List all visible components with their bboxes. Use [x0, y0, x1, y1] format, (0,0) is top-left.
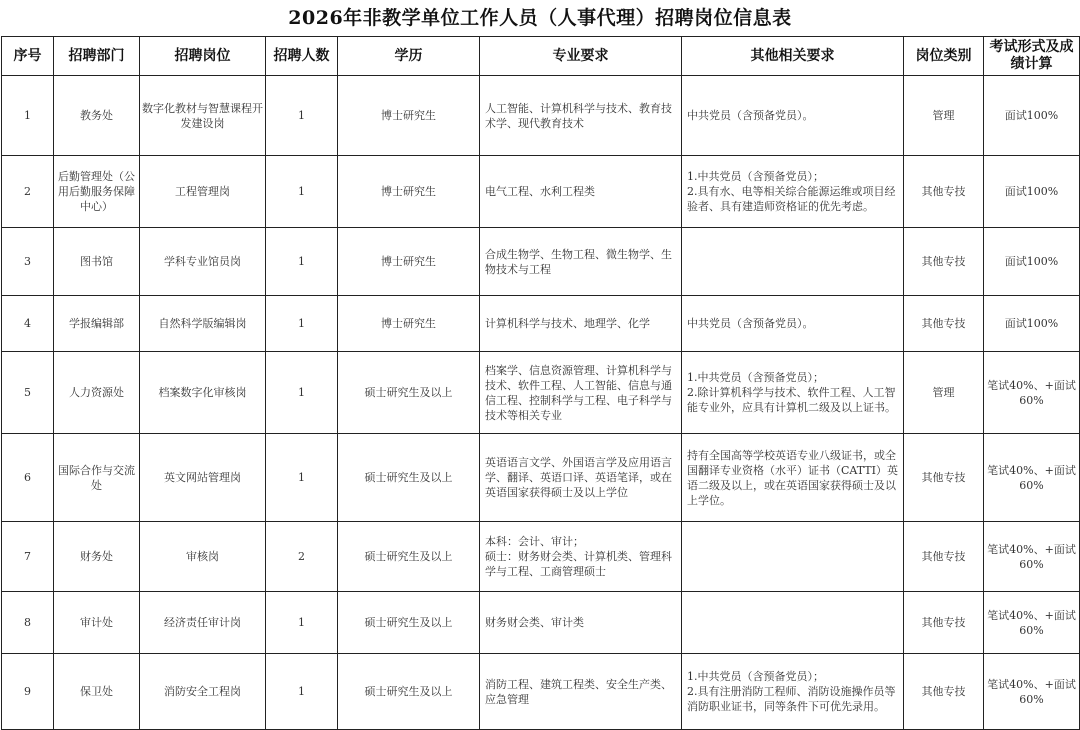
cell-dept	[54, 156, 140, 228]
cell-exam	[984, 654, 1080, 730]
cell-count-text: 1	[298, 255, 305, 268]
cell-education-text: 博士研究生	[381, 255, 436, 268]
cell-exam-text: 笔试40%、+面试60%	[987, 542, 1076, 571]
cell-count	[266, 522, 338, 592]
cell-education	[338, 296, 480, 352]
cell-education-text: 博士研究生	[381, 109, 436, 122]
cell-other	[682, 522, 904, 592]
cell-exam	[984, 434, 1080, 522]
cell-no-text: 1	[24, 109, 31, 122]
table-row	[2, 434, 1080, 522]
header-major: 专业要求	[480, 37, 682, 76]
table-row	[2, 228, 1080, 296]
cell-major	[480, 434, 682, 522]
cell-education	[338, 156, 480, 228]
recruitment-table	[1, 36, 1080, 730]
cell-education	[338, 522, 480, 592]
cell-other	[682, 296, 904, 352]
table-row	[2, 654, 1080, 730]
cell-post-text: 经济责任审计岗	[164, 616, 241, 629]
cell-type-text: 管理	[932, 386, 955, 399]
cell-dept-text: 财务处	[80, 550, 113, 563]
cell-count-text: 1	[298, 185, 305, 198]
cell-type	[904, 592, 984, 654]
cell-other	[682, 76, 904, 156]
cell-other-text: 中共党员（含预备党员）。	[687, 109, 814, 122]
cell-major	[480, 654, 682, 730]
cell-exam	[984, 296, 1080, 352]
cell-post-text: 工程管理岗	[175, 185, 230, 198]
cell-major	[480, 352, 682, 434]
header-exam: 考试形式及成绩计算	[984, 37, 1080, 76]
cell-dept-text: 审计处	[80, 616, 113, 629]
cell-major-text: 人工智能、计算机科学与技术、教育技术学、现代教育技术	[485, 101, 672, 130]
cell-dept	[54, 296, 140, 352]
cell-post	[140, 522, 266, 592]
cell-dept	[54, 592, 140, 654]
cell-no	[2, 654, 54, 730]
cell-exam-text: 笔试40%、+面试60%	[987, 608, 1076, 637]
cell-exam	[984, 228, 1080, 296]
cell-dept	[54, 522, 140, 592]
cell-exam	[984, 522, 1080, 592]
cell-dept-text: 人力资源处	[69, 386, 124, 399]
cell-education-text: 硕士研究生及以上	[364, 685, 453, 698]
cell-post	[140, 156, 266, 228]
header-no: 序号	[2, 37, 54, 76]
cell-no-text: 9	[24, 685, 31, 698]
cell-type	[904, 228, 984, 296]
cell-education	[338, 228, 480, 296]
cell-type-text: 其他专技	[921, 685, 966, 698]
cell-exam	[984, 592, 1080, 654]
cell-exam-text: 笔试40%、+面试60%	[987, 378, 1076, 407]
cell-type-text: 管理	[932, 109, 955, 122]
cell-post	[140, 228, 266, 296]
cell-major-text: 电气工程、水利工程类	[485, 185, 595, 198]
cell-education-text: 硕士研究生及以上	[364, 616, 453, 629]
cell-other-text: 1.中共党员（含预备党员）； 2.除计算机科学与技术、软件工程、人工智能专业外，应具有计算机二级及以上证书。	[687, 371, 896, 414]
cell-count	[266, 434, 338, 522]
cell-major-text: 档案学、信息资源管理、计算机科学与技术、软件工程、人工智能、信息与通信工程、控制科学与工程、电子科学与技术等相关专业	[485, 363, 672, 422]
cell-no-text: 5	[24, 386, 31, 399]
cell-other	[682, 654, 904, 730]
cell-major	[480, 76, 682, 156]
cell-type	[904, 654, 984, 730]
cell-exam-text: 面试100%	[1004, 255, 1059, 268]
cell-type-text: 其他专技	[921, 550, 966, 563]
cell-type	[904, 352, 984, 434]
cell-no	[2, 156, 54, 228]
cell-major	[480, 228, 682, 296]
cell-education	[338, 434, 480, 522]
cell-exam-text: 笔试40%、+面试60%	[987, 463, 1076, 492]
cell-other-text: 中共党员（含预备党员）。	[687, 317, 814, 330]
header-other: 其他相关要求	[682, 37, 904, 76]
cell-other-text: 1.中共党员（含预备党员）； 2.具有注册消防工程师、消防设施操作员等消防职业证书，同等条件下可优先录用。	[687, 670, 896, 713]
cell-major-text: 消防工程、建筑工程类、安全生产类、应急管理	[485, 677, 672, 706]
cell-other	[682, 228, 904, 296]
cell-exam-text: 面试100%	[1004, 317, 1059, 330]
cell-post-text: 自然科学版编辑岗	[158, 317, 247, 330]
cell-count	[266, 296, 338, 352]
cell-other	[682, 592, 904, 654]
cell-count	[266, 228, 338, 296]
cell-major-text: 计算机科学与技术、地理学、化学	[485, 317, 650, 330]
cell-count-text: 2	[298, 550, 305, 563]
cell-post-text: 英文网站管理岗	[164, 471, 241, 484]
cell-dept-text: 国际合作与交流处	[58, 463, 135, 492]
cell-type	[904, 156, 984, 228]
cell-no	[2, 228, 54, 296]
cell-post-text: 档案数字化审核岗	[158, 386, 247, 399]
cell-other	[682, 434, 904, 522]
table-row	[2, 522, 1080, 592]
cell-count-text: 1	[298, 317, 305, 330]
cell-dept-text: 保卫处	[80, 685, 113, 698]
table-row	[2, 76, 1080, 156]
cell-education	[338, 76, 480, 156]
cell-exam	[984, 76, 1080, 156]
cell-education-text: 硕士研究生及以上	[364, 550, 453, 563]
cell-count	[266, 592, 338, 654]
cell-type	[904, 434, 984, 522]
cell-education-text: 硕士研究生及以上	[364, 471, 453, 484]
cell-major	[480, 592, 682, 654]
cell-post-text: 学科专业馆员岗	[164, 255, 241, 268]
cell-dept	[54, 228, 140, 296]
cell-post-text: 审核岗	[186, 550, 219, 563]
cell-type-text: 其他专技	[921, 255, 966, 268]
header-dept: 招聘部门	[54, 37, 140, 76]
header-post: 招聘岗位	[140, 37, 266, 76]
cell-dept-text: 教务处	[80, 109, 113, 122]
cell-other-text: 1.中共党员（含预备党员）； 2.具有水、电等相关综合能源运维或项目经验者、具有建造师资格证的优先考虑。	[687, 170, 896, 213]
cell-no-text: 6	[24, 471, 31, 484]
cell-no	[2, 592, 54, 654]
cell-no	[2, 434, 54, 522]
cell-no	[2, 352, 54, 434]
cell-major	[480, 296, 682, 352]
cell-count	[266, 156, 338, 228]
cell-major-text: 本科：会计、审计； 硕士：财务财会类、计算机类、管理科学与工程、工商管理硕士	[485, 535, 672, 578]
header-education: 学历	[338, 37, 480, 76]
cell-exam	[984, 352, 1080, 434]
cell-other	[682, 156, 904, 228]
cell-count-text: 1	[298, 616, 305, 629]
cell-major-text: 合成生物学、生物工程、微生物学、生物技术与工程	[485, 247, 672, 276]
cell-type	[904, 522, 984, 592]
cell-major-text: 财务财会类、审计类	[485, 616, 584, 629]
cell-post	[140, 296, 266, 352]
cell-no	[2, 76, 54, 156]
cell-exam-text: 面试100%	[1004, 185, 1059, 198]
cell-education	[338, 352, 480, 434]
cell-dept-text: 学报编辑部	[69, 317, 124, 330]
cell-education-text: 博士研究生	[381, 185, 436, 198]
cell-dept-text: 后勤管理处（公用后勤服务保障中心）	[58, 170, 135, 213]
cell-count-text: 1	[298, 386, 305, 399]
cell-education	[338, 654, 480, 730]
cell-post-text: 消防安全工程岗	[164, 685, 241, 698]
cell-type	[904, 296, 984, 352]
cell-no-text: 3	[24, 255, 31, 268]
cell-count	[266, 654, 338, 730]
cell-post	[140, 76, 266, 156]
cell-type-text: 其他专技	[921, 317, 966, 330]
cell-type-text: 其他专技	[921, 471, 966, 484]
cell-count-text: 1	[298, 685, 305, 698]
cell-type-text: 其他专技	[921, 616, 966, 629]
cell-count	[266, 352, 338, 434]
cell-dept	[54, 434, 140, 522]
cell-other	[682, 352, 904, 434]
document-title: 2026年非教学单位工作人员（人事代理）招聘岗位信息表	[288, 7, 792, 29]
header-count: 招聘人数	[266, 37, 338, 76]
cell-count	[266, 76, 338, 156]
cell-type	[904, 76, 984, 156]
cell-dept	[54, 76, 140, 156]
cell-other-text: 持有全国高等学校英语专业八级证书，或全国翻译专业资格（水平）证书（CATTI）英语二级及以上，或在英语国家获得硕士及以上学位。	[687, 448, 898, 507]
header-row	[2, 37, 1080, 76]
cell-count-text: 1	[298, 109, 305, 122]
table-row	[2, 156, 1080, 228]
header-type: 岗位类别	[904, 37, 984, 76]
cell-education-text: 硕士研究生及以上	[364, 386, 453, 399]
cell-education	[338, 592, 480, 654]
cell-major-text: 英语语言文学、外国语言学及应用语言学、翻译、英语口译、英语笔译，或在英语国家获得硕士及以上学位	[485, 456, 672, 499]
cell-dept	[54, 654, 140, 730]
cell-no-text: 2	[24, 185, 31, 198]
cell-no	[2, 296, 54, 352]
cell-no-text: 4	[24, 317, 31, 330]
cell-no	[2, 522, 54, 592]
table-row	[2, 352, 1080, 434]
table-row	[2, 592, 1080, 654]
cell-post-text: 数字化教材与智慧课程开发建设岗	[142, 101, 263, 130]
cell-post	[140, 434, 266, 522]
cell-education-text: 博士研究生	[381, 317, 436, 330]
cell-dept-text: 图书馆	[80, 255, 113, 268]
cell-major	[480, 156, 682, 228]
cell-post	[140, 654, 266, 730]
cell-exam-text: 笔试40%、+面试60%	[987, 677, 1076, 706]
cell-no-text: 7	[24, 550, 31, 563]
cell-type-text: 其他专技	[921, 185, 966, 198]
cell-count-text: 1	[298, 471, 305, 484]
cell-no-text: 8	[24, 616, 31, 629]
cell-exam-text: 面试100%	[1004, 109, 1059, 122]
cell-post	[140, 352, 266, 434]
table-row	[2, 296, 1080, 352]
cell-major	[480, 522, 682, 592]
cell-post	[140, 592, 266, 654]
cell-dept	[54, 352, 140, 434]
cell-exam	[984, 156, 1080, 228]
